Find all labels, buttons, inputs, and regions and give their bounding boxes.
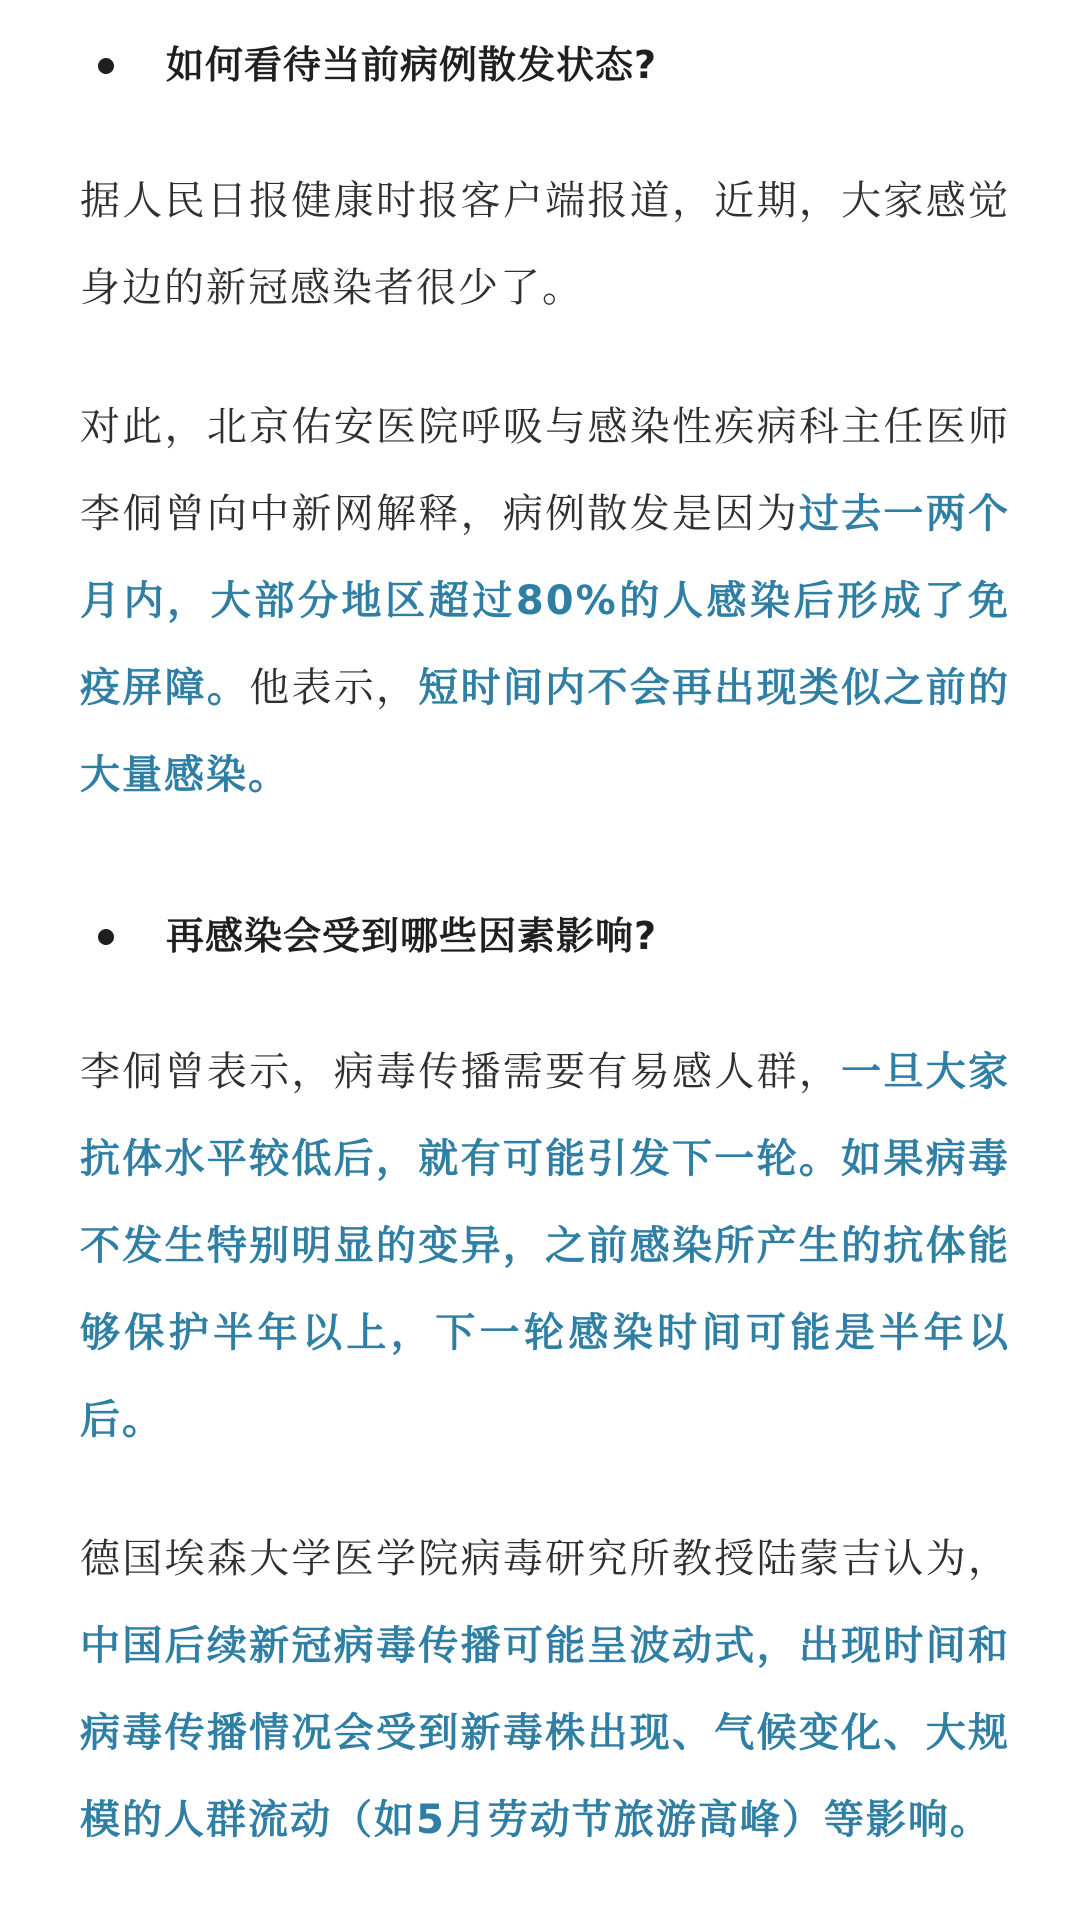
section-heading-2	[80, 871, 1010, 991]
bullet-icon	[98, 58, 114, 74]
paragraph-text: 李侗曾表示，病毒传播需要有易感人群，	[80, 1049, 842, 1095]
paragraph-text: 对此，北京佑安医院呼吸与感染性疾病科主任医师李侗曾向中新网解释，病例散发是因为	[80, 404, 1010, 537]
paragraph-2	[80, 384, 1010, 819]
paragraph-text: 他表示，	[249, 665, 419, 711]
paragraph-3	[80, 1029, 1010, 1464]
section-heading-1	[80, 0, 1010, 120]
section-heading-text: 再感染会受到哪些因素影响?	[166, 914, 658, 958]
paragraph-4	[80, 1516, 1010, 1864]
bullet-icon	[98, 929, 114, 945]
highlight-text: 短时间内不会再出现类似之前的大量感染。	[80, 665, 1011, 798]
highlight-text: 一旦大家抗体水平较低后，就有可能引发下一轮。如果病毒不发生特别明显的变异，之前感染所产生的抗体能够保护半年以上，下一轮感染时间可能是半年以后。	[80, 1049, 1011, 1443]
paragraph-text: 德国埃森大学医学院病毒研究所教授陆蒙吉认为，	[80, 1536, 1010, 1582]
paragraph-text: 据人民日报健康时报客户端报道，近期，大家感觉身边的新冠感染者很少了。	[80, 178, 1010, 311]
paragraph-1	[80, 158, 1010, 332]
highlight-text: 中国后续新冠病毒传播可能呈波动式，出现时间和病毒传播情况会受到新毒株出现、气候变化、大规模的人群流动（如5月劳动节旅游高峰）等影响。	[80, 1623, 1010, 1843]
highlight-text: 过去一两个月内，大部分地区超过80%的人感染后形成了免疫屏障。	[80, 491, 1011, 711]
article-body	[80, 0, 1010, 1864]
section-heading-text: 如何看待当前病例散发状态?	[166, 43, 658, 87]
